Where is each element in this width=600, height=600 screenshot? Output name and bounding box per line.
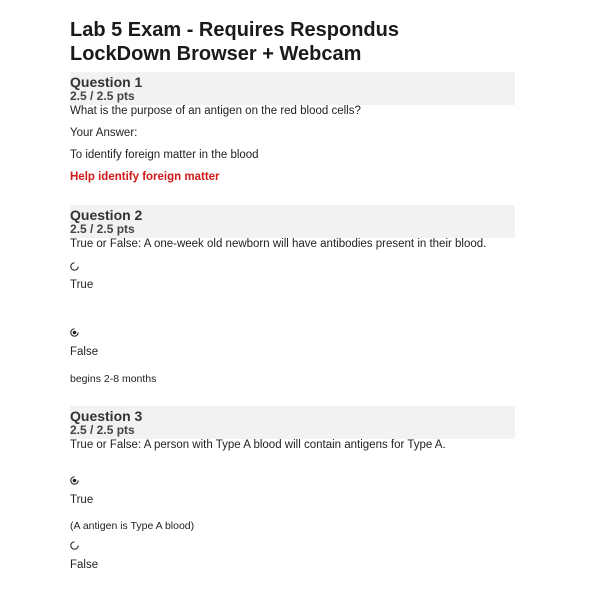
exam-title: Lab 5 Exam - Requires Respondus LockDown Browser + Webcam (70, 19, 399, 65)
question-2-option-false[interactable]: False (70, 346, 99, 358)
radio-filled-icon[interactable] (70, 476, 79, 485)
radio-empty-icon[interactable] (70, 541, 79, 550)
question-1-correct-answer: Help identify foreign matter (70, 171, 220, 183)
question-2-option-true[interactable]: True (70, 279, 94, 291)
question-2-title: Question 2 (70, 207, 143, 223)
question-3-option-true[interactable]: True (70, 494, 94, 506)
question-1-title: Question 1 (70, 74, 143, 90)
question-1-your-answer-label: Your Answer: (70, 127, 138, 139)
question-3-header (70, 406, 515, 439)
question-3-title: Question 3 (70, 408, 143, 424)
radio-filled-icon[interactable] (70, 328, 79, 337)
question-1-text: What is the purpose of an antigen on the red blood cells? (70, 105, 361, 117)
question-3-option-false[interactable]: False (70, 559, 99, 571)
question-3-text: True or False: A person with Type A blood will contain antigens for Type A. (70, 439, 446, 451)
question-3-note: (A antigen is Type A blood) (70, 520, 195, 532)
question-1-points: 2.5 / 2.5 pts (70, 89, 135, 103)
question-1-your-answer: To identify foreign matter in the blood (70, 149, 259, 161)
question-1-header (70, 72, 515, 105)
question-3-points: 2.5 / 2.5 pts (70, 423, 135, 437)
radio-empty-icon[interactable] (70, 262, 79, 271)
question-2-header (70, 205, 515, 238)
question-2-text: True or False: A one-week old newborn will have antibodies present in their blood. (70, 238, 487, 250)
question-2-points: 2.5 / 2.5 pts (70, 222, 135, 236)
question-2-note: begins 2-8 months (70, 373, 157, 385)
